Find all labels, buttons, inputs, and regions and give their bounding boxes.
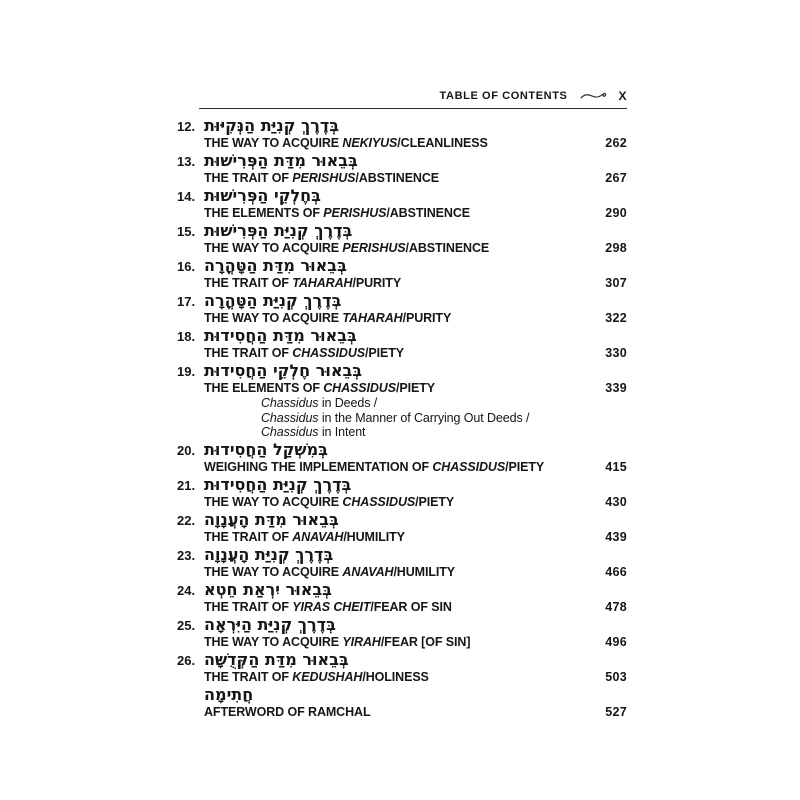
toc-entry <box>177 291 627 326</box>
entry-hebrew-title: בְּבֵאוּר מִדַּת הַקְּדֻשָּׁה <box>204 649 349 669</box>
toc-entry <box>177 361 627 440</box>
entry-english-title: THE ELEMENTS OF PERISHUS/ABSTINENCE <box>204 206 470 220</box>
entry-hebrew-title: בְּמִשְׁקַל הַחֲסִידוּת <box>204 439 328 459</box>
entry-number: 21. <box>177 477 196 493</box>
entry-english-title: WEIGHING THE IMPLEMENTATION OF CHASSIDUS/PIETY <box>204 459 545 474</box>
entry-english-title: THE ELEMENTS OF CHASSIDUS/PIETY <box>204 381 435 395</box>
entry-hebrew-title: בְּדֶרֶךְ קְנִיַּת הַנְּקִיּוּת <box>204 116 340 135</box>
toc-entry <box>177 580 627 615</box>
toc-entry <box>177 440 627 475</box>
afterword-entry <box>177 685 627 720</box>
entry-english-title: THE WAY TO ACQUIRE TAHARAH/PURITY <box>204 311 452 325</box>
entry-number: 15. <box>177 224 196 239</box>
entry-hebrew-title: בְּדֶרֶךְ קְנִיַּת הַיִּרְאָה <box>204 614 336 634</box>
entry-hebrew-title: בְּחֶלְקֵי הַפְּרִישׁוּת <box>204 186 321 205</box>
entry-number: 16. <box>177 259 196 274</box>
entry-page-number: 322 <box>605 311 627 325</box>
entry-number: 26. <box>177 652 196 668</box>
entry-english-title: THE TRAIT OF YIRAS CHEIT/FEAR OF SIN <box>204 599 452 614</box>
entry-english-title: THE WAY TO ACQUIRE NEKIYUS/CLEANLINESS <box>204 136 488 150</box>
entry-page-number: 503 <box>605 669 627 684</box>
entry-english-title: THE WAY TO ACQUIRE ANAVAH/HUMILITY <box>204 564 456 579</box>
page-header <box>177 88 627 104</box>
toc-entry <box>177 256 627 291</box>
toc-entry <box>177 151 627 186</box>
entry-number: 20. <box>177 442 196 458</box>
entry-number: 25. <box>177 617 196 633</box>
subtopic-line: Chassidus in Deeds / <box>261 396 378 410</box>
entry-hebrew-title: בְּדֶרֶךְ קְנִיַּת הַפְּרִישׁוּת <box>204 221 353 240</box>
entry-hebrew-title: בְּדֶרֶךְ קְנִיַּת הַטָּהֳרָה <box>204 291 342 310</box>
toc-entry <box>177 326 627 361</box>
entry-hebrew-title: בְּבֵאוּר מִדַּת הַטָּהֳרָה <box>204 256 347 275</box>
toc-entry <box>177 221 627 256</box>
toc-entry <box>177 116 627 151</box>
entry-hebrew-title: בְּדֶרֶךְ קְנִיַּת הַחֲסִידוּת <box>204 474 352 494</box>
entry-page-number: 262 <box>605 136 627 150</box>
entry-hebrew-title: בְּבֵאוּר חֶלְקֵי הַחֲסִידוּת <box>204 361 362 380</box>
entry-hebrew-title: בְּדֶרֶךְ קְנִיַּת הָעֲנָוָה <box>204 544 334 564</box>
entry-english-title: THE TRAIT OF PERISHUS/ABSTINENCE <box>204 171 440 185</box>
entry-english-title: THE TRAIT OF TAHARAH/PURITY <box>204 276 402 290</box>
entry-english-title: THE WAY TO ACQUIRE YIRAH/FEAR [OF SIN] <box>204 634 471 649</box>
toc-header-title: TABLE OF CONTENTS <box>439 90 568 102</box>
entry-page-number: 478 <box>605 599 627 614</box>
entry-number: 23. <box>177 547 196 563</box>
entry-page-number: 496 <box>605 634 627 649</box>
entry-number: 13. <box>177 154 196 169</box>
entry-english-title: THE WAY TO ACQUIRE PERISHUS/ABSTINENCE <box>204 241 490 255</box>
afterword-hebrew-title: חֲתִימָה <box>204 684 254 704</box>
header-rule <box>199 108 627 109</box>
entry-page-number: 439 <box>605 529 627 544</box>
folio-page-number: X <box>618 89 627 103</box>
toc-entry-list <box>177 116 627 685</box>
entry-english-title: THE TRAIT OF ANAVAH/HUMILITY <box>204 529 405 544</box>
entry-page-number: 339 <box>605 381 627 395</box>
subtopic-line: Chassidus in the Manner of Carrying Out Deeds / <box>261 410 530 425</box>
entry-number: 17. <box>177 294 196 309</box>
toc-entry <box>177 186 627 221</box>
entry-number: 18. <box>177 329 196 344</box>
toc-entry <box>177 545 627 580</box>
entry-page-number: 298 <box>605 241 627 255</box>
entry-page-number: 267 <box>605 171 627 185</box>
toc-entry <box>177 650 627 685</box>
entry-hebrew-title: בְּבֵאוּר מִדַּת הַפְּרִישׁוּת <box>204 151 358 170</box>
entry-subtopics <box>261 396 627 440</box>
entry-number: 24. <box>177 582 196 598</box>
entry-hebrew-title: בְּבֵאוּר יִרְאַת חֵטְא <box>204 579 332 599</box>
toc-entry <box>177 510 627 545</box>
subtopic-line: Chassidus in Intent <box>261 425 366 439</box>
entry-number: 19. <box>177 364 196 379</box>
entry-english-title: THE WAY TO ACQUIRE CHASSIDUS/PIETY <box>204 494 455 509</box>
entry-hebrew-title: בְּבֵאוּר מִדַּת הָעֲנָוָה <box>204 509 339 529</box>
entry-page-number: 430 <box>605 494 627 509</box>
entry-page-number: 466 <box>605 564 627 579</box>
entry-english-title: THE TRAIT OF KEDUSHAH/HOLINESS <box>204 669 429 684</box>
entry-page-number: 307 <box>605 276 627 290</box>
entry-page-number: 290 <box>605 206 627 220</box>
afterword-english-title: AFTERWORD OF RAMCHAL <box>204 704 371 719</box>
entry-number: 14. <box>177 189 196 204</box>
entry-page-number: 415 <box>605 459 627 474</box>
entry-page-number: 330 <box>605 346 627 360</box>
entry-number: 12. <box>177 119 196 134</box>
toc-entry <box>177 615 627 650</box>
entry-english-title: THE TRAIT OF CHASSIDUS/PIETY <box>204 346 405 360</box>
book-page <box>177 88 627 720</box>
afterword-page-number: 527 <box>605 704 627 719</box>
entry-number: 22. <box>177 512 196 528</box>
toc-entry <box>177 475 627 510</box>
entry-hebrew-title: בְּבֵאוּר מִדַּת הַחֲסִידוּת <box>204 326 357 345</box>
swash-ornament-icon <box>580 91 607 101</box>
